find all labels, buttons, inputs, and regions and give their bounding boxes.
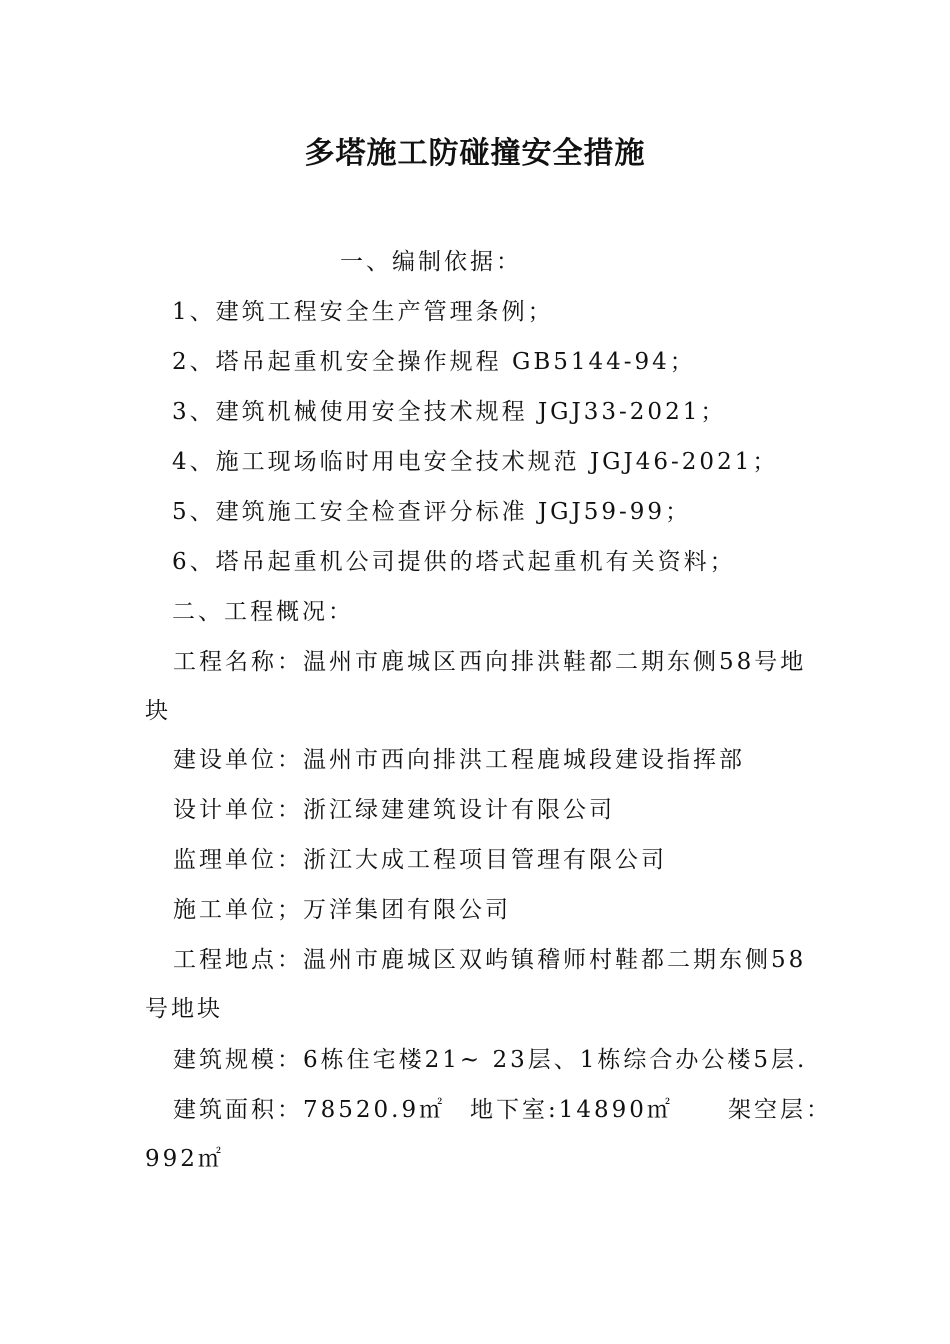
basis-item-6: 6、塔吊起重机公司提供的塔式起重机有关资料；: [172, 549, 736, 575]
designer-line: 设计单位：浙江绿建建筑设计有限公司: [173, 797, 615, 823]
basis-item-2: 2、塔吊起重机安全操作规程 GB5144-94；: [172, 349, 696, 375]
basis-item-1: 1、建筑工程安全生产管理条例；: [172, 299, 554, 325]
area-line: 建筑面积：78520.9㎡: [173, 1097, 446, 1123]
builder-line: 建设单位：温州市西向排洪工程鹿城段建设指挥部: [173, 747, 745, 773]
basis-item-3: 3、建筑机械使用安全技术规程 JGJ33-2021；: [172, 399, 727, 425]
location-line1: 工程地点：温州市鹿城区双屿镇稽师村鞋都二期东侧58: [173, 947, 807, 973]
section-heading-basis: 一、编制依据：: [340, 249, 522, 275]
basis-item-5: 5、建筑施工安全检查评分标准 JGJ59-99；: [172, 499, 692, 525]
location-line2: 号地块: [145, 996, 223, 1022]
project-name-line1: 工程名称：温州市鹿城区西向排洪鞋都二期东侧58号地: [173, 649, 807, 675]
scale-line: 建筑规模：6栋住宅楼21~ 23层、1栋综合办公楼5层.: [173, 1047, 808, 1073]
document-title: 多塔施工防碰撞安全措施: [304, 136, 646, 171]
basis-item-4: 4、施工现场临时用电安全技术规范 JGJ46-2021；: [172, 449, 779, 475]
stilt-floor-value: 992㎡: [145, 1146, 224, 1172]
stilt-floor-label: 架空层：: [728, 1097, 832, 1123]
project-name-line2: 块: [145, 698, 171, 724]
contractor-line: 施工单位；万洋集团有限公司: [173, 897, 511, 923]
section-heading-overview: 二、工程概况：: [172, 599, 354, 625]
basement-area: 地下室:14890㎡: [470, 1097, 673, 1123]
supervisor-line: 监理单位：浙江大成工程项目管理有限公司: [173, 847, 667, 873]
